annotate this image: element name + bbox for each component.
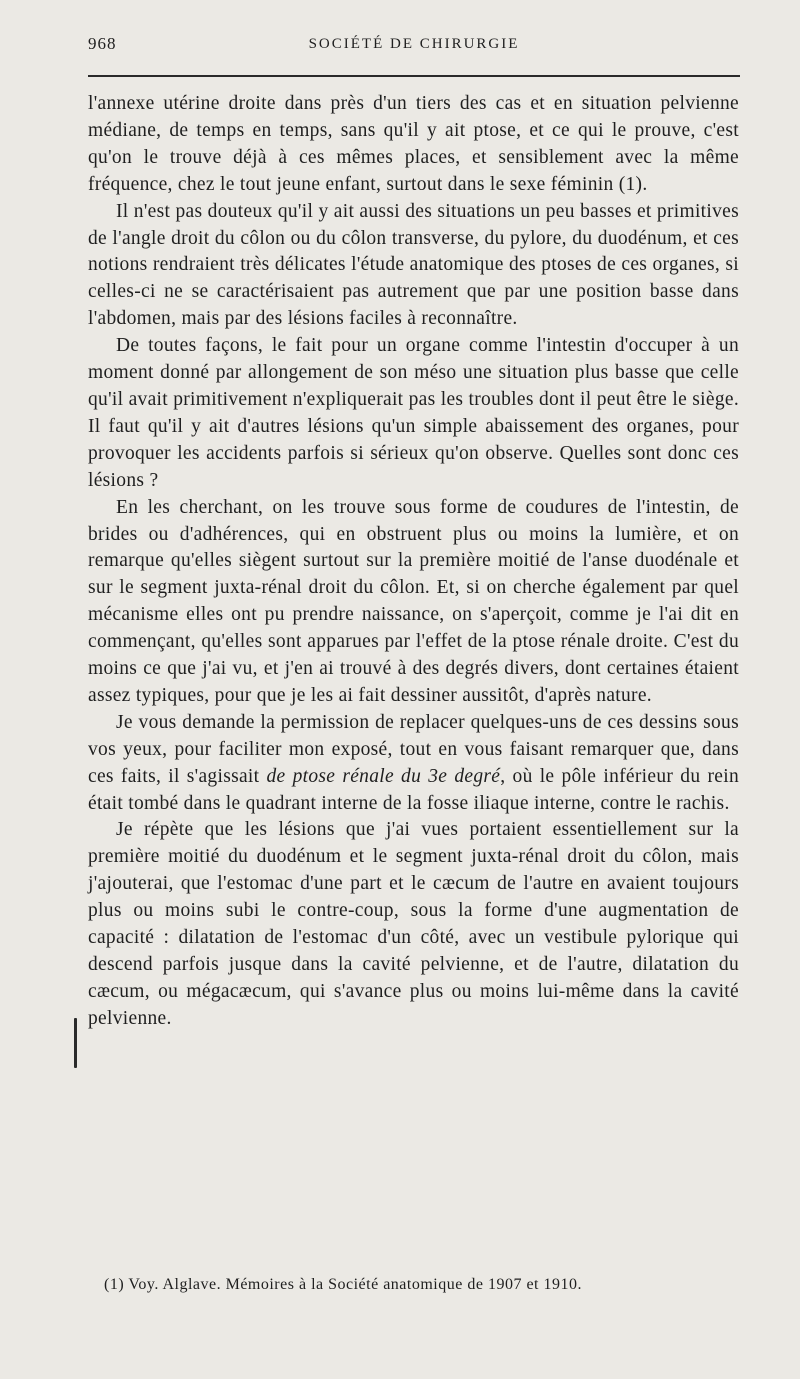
paragraph: Il n'est pas douteux qu'il y ait aussi des situations un peu basses et primitives de l'angle droit du côlon ou du côlon transverse, du pylore, du duodénum, et ces notions rendraient très délicates l'étude anatomique des ptoses de ces organes, si celles-ci ne se caractérisaient pas autrement que par une position basse dans l'abdomen, mais par des lésions faciles à reconnaître. (88, 200, 739, 330)
paragraph-text: , où le pôle inférieur du rein était tombé dans le quadrant interne de la fosse iliaque interne, contre le rachis. (88, 765, 739, 814)
running-title: SOCIÉTÉ DE CHIRURGIE (308, 36, 520, 52)
paragraph: De toutes façons, le fait pour un organe comme l'intestin d'occuper à un moment donné par allongement de son méso une situation plus basse que celle qu'il avait primitivement n'expliquerait pas les troubles dont il peut être le siège. Il faut qu'il y ait d'autres lésions qu'un simple abaissement des organes, pour provoquer les accidents parfois si sérieux qu'on observe. Quelles sont donc ces lésions ? (88, 335, 739, 491)
margin-mark (74, 1018, 77, 1068)
paragraph-text: Je vous demande la permission de replacer quelques-uns de ces dessins sous vos yeux, pour faciliter mon exposé, tout en vous faisant remarquer que, dans ces faits, il s'agissait (88, 711, 739, 787)
body-text (88, 91, 739, 1033)
paragraph: En les cherchant, on les trouve sous forme de coudures de l'intestin, de brides ou d'adhérences, qui en obstruent plus ou moins la lumière, et on remarque qu'elles siègent surtout sur la première moitié de l'anse duodénale et sur le segment juxta-rénal droit du côlon. Et, si on cherche également par quel mécanisme elles ont pu prendre naissance, on s'aperçoit, comme je l'ai dit en commençant, qu'elles sont apparues par l'effet de la ptose rénale droite. C'est du moins ce que j'ai vu, et j'en ai trouvé à des degrés divers, dont certaines étaient assez typiques, pour que je les ai fait dessiner aussitôt, d'après nature. (88, 496, 739, 706)
header-rule (88, 75, 740, 77)
page-number: 968 (88, 34, 117, 53)
italic-phrase: de ptose rénale du 3e degré (266, 765, 501, 787)
paragraph: l'annexe utérine droite dans près d'un tiers des cas et en situation pelvienne médiane, de temps en temps, sans qu'il y ait ptose, et ce qui le prouve, c'est qu'on le trouve déjà à ces mêmes places, et sensiblement avec la même fréquence, chez le tout jeune enfant, surtout dans le sexe féminin (1). (88, 93, 739, 195)
paragraph (88, 710, 739, 818)
page-header (88, 34, 740, 60)
paragraph: Je répète que les lésions que j'ai vues portaient essentiellement sur la première moitié du duodénum et le segment juxta-rénal droit du côlon, mais j'ajouterai, que l'estomac d'une part et le cæcum de l'autre en avaient toujours plus ou moins subi le contre-coup, sous la forme d'une augmentation de capacité : dilatation de l'estomac d'un côté, avec un vestibule pylorique qui descend parfois jusque dans la cavité pelvienne, et de l'autre, dilatation du cæcum, ou mégacæcum, qui s'avance plus ou moins lui-même dans la cavité pelvienne. (88, 819, 739, 1029)
footnote: (1) Voy. Alglave. Mémoires à la Société anatomique de 1907 et 1910. (104, 1276, 582, 1293)
